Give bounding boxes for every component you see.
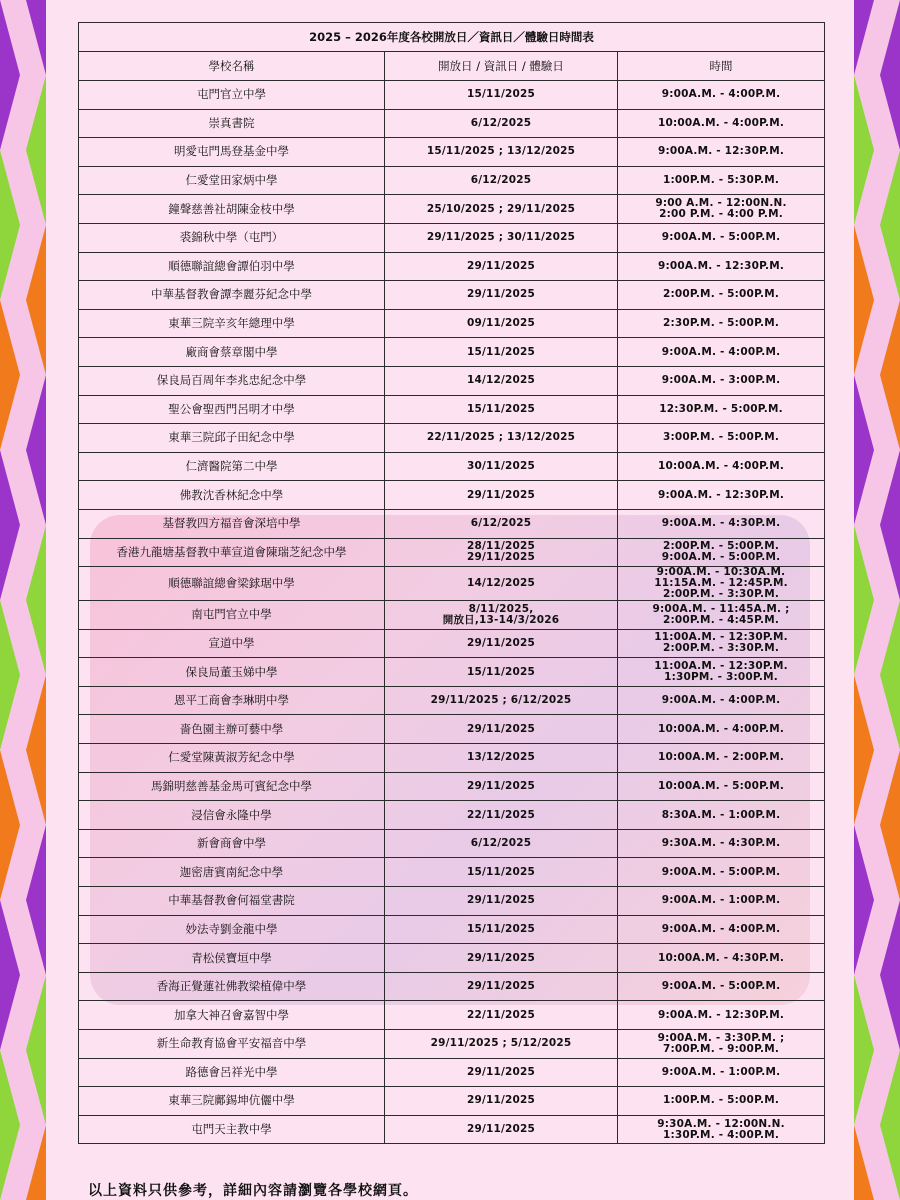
left-border-pattern bbox=[0, 0, 46, 1200]
time-cell: 10:00A.M. - 2:00P.M. bbox=[618, 744, 825, 773]
time-cell: 9:00A.M. - 4:00P.M. bbox=[618, 686, 825, 715]
table-row bbox=[79, 338, 825, 367]
school-name-cell: 中華基督教會何福堂書院 bbox=[79, 887, 385, 916]
time-cell: 10:00A.M. - 4:00P.M. bbox=[618, 452, 825, 481]
school-name-cell: 恩平工商會李琳明中學 bbox=[79, 686, 385, 715]
date-cell: 15/11/2025 bbox=[385, 658, 618, 687]
date-cell: 15/11/2025 bbox=[385, 858, 618, 887]
date-cell: 22/11/2025 ; 13/12/2025 bbox=[385, 424, 618, 453]
school-name-cell: 浸信會永隆中學 bbox=[79, 801, 385, 830]
table-row bbox=[79, 744, 825, 773]
table-row bbox=[79, 166, 825, 195]
date-cell: 29/11/2025 bbox=[385, 481, 618, 510]
school-name-cell: 屯門官立中學 bbox=[79, 81, 385, 110]
table-row bbox=[79, 601, 825, 630]
table-row bbox=[79, 538, 825, 567]
table-body bbox=[79, 81, 825, 1144]
time-cell: 9:00A.M. - 12:30P.M. bbox=[618, 1001, 825, 1030]
table-row bbox=[79, 829, 825, 858]
time-cell: 2:00P.M. - 5:00P.M. 9:00A.M. - 5:00P.M. bbox=[618, 538, 825, 567]
right-border-pattern bbox=[854, 0, 900, 1200]
date-cell: 29/11/2025 bbox=[385, 944, 618, 973]
date-cell: 28/11/2025 29/11/2025 bbox=[385, 538, 618, 567]
time-cell: 11:00A.M. - 12:30P.M. 1:30PM. - 3:00P.M. bbox=[618, 658, 825, 687]
date-cell: 15/11/2025 bbox=[385, 338, 618, 367]
time-cell: 9:00A.M. - 1:00P.M. bbox=[618, 1058, 825, 1087]
column-header-date: 開放日 / 資訊日 / 體驗日 bbox=[385, 52, 618, 81]
date-cell: 6/12/2025 bbox=[385, 829, 618, 858]
time-cell: 3:00P.M. - 5:00P.M. bbox=[618, 424, 825, 453]
table-row bbox=[79, 223, 825, 252]
school-name-cell: 香海正覺蓮社佛教梁植偉中學 bbox=[79, 972, 385, 1001]
date-cell: 14/12/2025 bbox=[385, 366, 618, 395]
school-name-cell: 東華三院鄺錫坤伉儷中學 bbox=[79, 1087, 385, 1116]
time-cell: 10:00A.M. - 5:00P.M. bbox=[618, 772, 825, 801]
date-cell: 29/11/2025 bbox=[385, 252, 618, 281]
table-row bbox=[79, 801, 825, 830]
table-row bbox=[79, 772, 825, 801]
date-cell: 29/11/2025 bbox=[385, 1058, 618, 1087]
school-name-cell: 屯門天主教中學 bbox=[79, 1115, 385, 1144]
time-cell: 1:00P.M. - 5:30P.M. bbox=[618, 166, 825, 195]
table-row bbox=[79, 1001, 825, 1030]
date-cell: 25/10/2025 ; 29/11/2025 bbox=[385, 195, 618, 224]
school-name-cell: 南屯門官立中學 bbox=[79, 601, 385, 630]
time-cell: 9:00A.M. - 3:00P.M. bbox=[618, 366, 825, 395]
date-cell: 30/11/2025 bbox=[385, 452, 618, 481]
table-row bbox=[79, 915, 825, 944]
time-cell: 9:00A.M. - 12:30P.M. bbox=[618, 138, 825, 167]
time-cell: 9:00A.M. - 5:00P.M. bbox=[618, 858, 825, 887]
table-row bbox=[79, 481, 825, 510]
table-row bbox=[79, 138, 825, 167]
schedule-sheet bbox=[78, 22, 824, 1144]
table-row bbox=[79, 309, 825, 338]
school-name-cell: 東華三院邱子田紀念中學 bbox=[79, 424, 385, 453]
time-cell: 9:00A.M. - 11:45A.M. ; 2:00P.M. - 4:45P.M. bbox=[618, 601, 825, 630]
school-name-cell: 廠商會蔡章閣中學 bbox=[79, 338, 385, 367]
school-name-cell: 順德聯誼總會譚伯羽中學 bbox=[79, 252, 385, 281]
table-row bbox=[79, 944, 825, 973]
column-header-school: 學校名稱 bbox=[79, 52, 385, 81]
table-row bbox=[79, 567, 825, 601]
date-cell: 22/11/2025 bbox=[385, 1001, 618, 1030]
date-cell: 29/11/2025 bbox=[385, 972, 618, 1001]
table-row bbox=[79, 1058, 825, 1087]
date-cell: 15/11/2025 bbox=[385, 81, 618, 110]
date-cell: 29/11/2025 bbox=[385, 629, 618, 658]
date-cell: 14/12/2025 bbox=[385, 567, 618, 601]
school-name-cell: 妙法寺劉金龍中學 bbox=[79, 915, 385, 944]
time-cell: 9:30A.M. - 12:00N.N. 1:30P.M. - 4:00P.M. bbox=[618, 1115, 825, 1144]
time-cell: 11:00A.M. - 12:30P.M. 2:00P.M. - 3:30P.M. bbox=[618, 629, 825, 658]
date-cell: 29/11/2025 ; 6/12/2025 bbox=[385, 686, 618, 715]
table-row bbox=[79, 509, 825, 538]
school-name-cell: 明愛屯門馬登基金中學 bbox=[79, 138, 385, 167]
time-cell: 2:30P.M. - 5:00P.M. bbox=[618, 309, 825, 338]
school-name-cell: 新生命教育協會平安福音中學 bbox=[79, 1030, 385, 1059]
table-row bbox=[79, 1115, 825, 1144]
date-cell: 29/11/2025 bbox=[385, 1087, 618, 1116]
school-name-cell: 東華三院辛亥年總理中學 bbox=[79, 309, 385, 338]
table-row bbox=[79, 252, 825, 281]
time-cell: 9:00A.M. - 5:00P.M. bbox=[618, 972, 825, 1001]
table-row bbox=[79, 887, 825, 916]
school-name-cell: 基督教四方福音會深培中學 bbox=[79, 509, 385, 538]
table-row bbox=[79, 109, 825, 138]
school-name-cell: 迦密唐賓南紀念中學 bbox=[79, 858, 385, 887]
time-cell: 9:30A.M. - 4:30P.M. bbox=[618, 829, 825, 858]
time-cell: 9:00A.M. - 10:30A.M. 11:15A.M. - 12:45P.M. 2:00P.M. - 3:30P.M. bbox=[618, 567, 825, 601]
date-cell: 6/12/2025 bbox=[385, 166, 618, 195]
table-row bbox=[79, 1030, 825, 1059]
table-row bbox=[79, 424, 825, 453]
table-row bbox=[79, 972, 825, 1001]
school-name-cell: 仁愛堂陳黃淑芳紀念中學 bbox=[79, 744, 385, 773]
time-cell: 9:00A.M. - 4:00P.M. bbox=[618, 915, 825, 944]
date-cell: 15/11/2025 ; 13/12/2025 bbox=[385, 138, 618, 167]
school-name-cell: 馬錦明慈善基金馬可賓紀念中學 bbox=[79, 772, 385, 801]
time-cell: 9:00A.M. - 3:30P.M. ; 7:00P.M. - 9:00P.M. bbox=[618, 1030, 825, 1059]
date-cell: 8/11/2025, 開放日,13-14/3/2026 bbox=[385, 601, 618, 630]
time-cell: 1:00P.M. - 5:00P.M. bbox=[618, 1087, 825, 1116]
school-name-cell: 保良局董玉娣中學 bbox=[79, 658, 385, 687]
date-cell: 22/11/2025 bbox=[385, 801, 618, 830]
time-cell: 9:00A.M. - 12:30P.M. bbox=[618, 481, 825, 510]
school-name-cell: 鐘聲慈善社胡陳金枝中學 bbox=[79, 195, 385, 224]
school-name-cell: 保良局百周年李兆忠紀念中學 bbox=[79, 366, 385, 395]
date-cell: 29/11/2025 bbox=[385, 1115, 618, 1144]
school-name-cell: 加拿大神召會嘉智中學 bbox=[79, 1001, 385, 1030]
time-cell: 8:30A.M. - 1:00P.M. bbox=[618, 801, 825, 830]
school-name-cell: 青松侯寶垣中學 bbox=[79, 944, 385, 973]
time-cell: 10:00A.M. - 4:30P.M. bbox=[618, 944, 825, 973]
date-cell: 15/11/2025 bbox=[385, 915, 618, 944]
footer-note: 以上資料只供參考，詳細內容請瀏覽各學校網頁。 bbox=[88, 1183, 418, 1199]
table-row bbox=[79, 658, 825, 687]
table-row bbox=[79, 366, 825, 395]
time-cell: 12:30P.M. - 5:00P.M. bbox=[618, 395, 825, 424]
table-row bbox=[79, 81, 825, 110]
time-cell: 9:00A.M. - 1:00P.M. bbox=[618, 887, 825, 916]
table-row bbox=[79, 195, 825, 224]
date-cell: 09/11/2025 bbox=[385, 309, 618, 338]
table-row bbox=[79, 1087, 825, 1116]
date-cell: 29/11/2025 ; 5/12/2025 bbox=[385, 1030, 618, 1059]
time-cell: 2:00P.M. - 5:00P.M. bbox=[618, 281, 825, 310]
school-name-cell: 裘錦秋中學（屯門） bbox=[79, 223, 385, 252]
school-name-cell: 嗇色園主辦可藝中學 bbox=[79, 715, 385, 744]
schedule-table bbox=[78, 22, 825, 1144]
school-name-cell: 新會商會中學 bbox=[79, 829, 385, 858]
date-cell: 6/12/2025 bbox=[385, 109, 618, 138]
school-name-cell: 仁濟醫院第二中學 bbox=[79, 452, 385, 481]
school-name-cell: 香港九龍塘基督教中華宣道會陳瑞芝紀念中學 bbox=[79, 538, 385, 567]
school-name-cell: 宣道中學 bbox=[79, 629, 385, 658]
table-row bbox=[79, 686, 825, 715]
column-header-time: 時間 bbox=[618, 52, 825, 81]
date-cell: 29/11/2025 bbox=[385, 772, 618, 801]
table-row bbox=[79, 452, 825, 481]
table-row bbox=[79, 395, 825, 424]
time-cell: 9:00A.M. - 4:00P.M. bbox=[618, 81, 825, 110]
time-cell: 9:00A.M. - 4:00P.M. bbox=[618, 338, 825, 367]
time-cell: 9:00 A.M. - 12:00N.N. 2:00 P.M. - 4:00 P.M. bbox=[618, 195, 825, 224]
table-row bbox=[79, 281, 825, 310]
date-cell: 29/11/2025 bbox=[385, 887, 618, 916]
school-name-cell: 佛教沈香林紀念中學 bbox=[79, 481, 385, 510]
school-name-cell: 崇真書院 bbox=[79, 109, 385, 138]
school-name-cell: 路德會呂祥光中學 bbox=[79, 1058, 385, 1087]
date-cell: 29/11/2025 bbox=[385, 715, 618, 744]
time-cell: 9:00A.M. - 4:30P.M. bbox=[618, 509, 825, 538]
school-name-cell: 中華基督教會譚李麗芬紀念中學 bbox=[79, 281, 385, 310]
time-cell: 9:00A.M. - 12:30P.M. bbox=[618, 252, 825, 281]
table-row bbox=[79, 858, 825, 887]
school-name-cell: 仁愛堂田家炳中學 bbox=[79, 166, 385, 195]
time-cell: 9:00A.M. - 5:00P.M. bbox=[618, 223, 825, 252]
school-name-cell: 順德聯誼總會梁銶琚中學 bbox=[79, 567, 385, 601]
date-cell: 13/12/2025 bbox=[385, 744, 618, 773]
date-cell: 29/11/2025 ; 30/11/2025 bbox=[385, 223, 618, 252]
date-cell: 15/11/2025 bbox=[385, 395, 618, 424]
table-title: 2025 – 2026年度各校開放日／資訊日／體驗日時間表 bbox=[79, 23, 825, 52]
table-row bbox=[79, 715, 825, 744]
date-cell: 29/11/2025 bbox=[385, 281, 618, 310]
time-cell: 10:00A.M. - 4:00P.M. bbox=[618, 109, 825, 138]
school-name-cell: 聖公會聖西門呂明才中學 bbox=[79, 395, 385, 424]
time-cell: 10:00A.M. - 4:00P.M. bbox=[618, 715, 825, 744]
date-cell: 6/12/2025 bbox=[385, 509, 618, 538]
table-row bbox=[79, 629, 825, 658]
